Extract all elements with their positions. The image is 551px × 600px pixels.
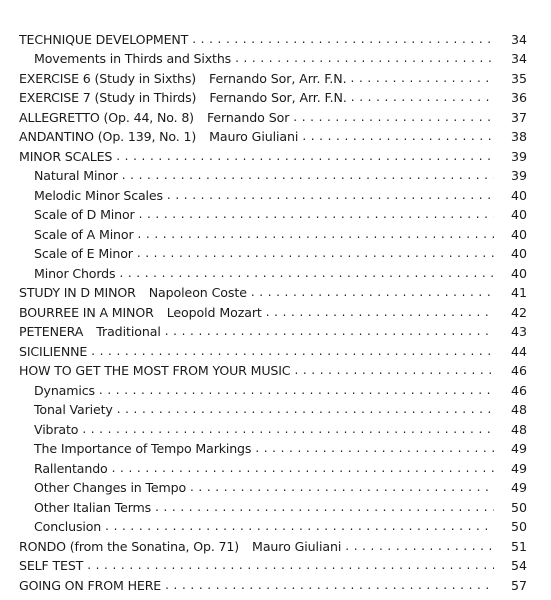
dot-leader <box>112 461 494 476</box>
toc-entry-title: EXERCISE 6 (Study in Sixths) <box>19 70 197 86</box>
toc-entry-title: SELF TEST <box>19 558 84 573</box>
toc-entry-title: Minor Chords <box>34 265 116 281</box>
toc-entry-page-number: 39 <box>510 168 527 183</box>
toc-subentry[interactable] <box>0 222 551 242</box>
toc-entry-title: Dynamics <box>34 382 95 398</box>
toc-entry-author: Napoleon Coste <box>148 285 247 300</box>
dot-leader <box>345 539 494 554</box>
toc-entry-title: Other Changes in Tempo <box>34 480 186 495</box>
toc-entry-page-number: 38 <box>510 129 527 144</box>
toc-entry-line <box>0 558 498 573</box>
toc-entry-title: BOURREE IN A MINOR <box>19 304 154 320</box>
toc-entry-page-number: 40 <box>510 226 527 242</box>
dot-leader <box>266 305 494 320</box>
toc-entry-line <box>0 188 498 203</box>
toc-entry[interactable] <box>0 534 551 554</box>
dot-leader <box>105 519 494 534</box>
toc-entry-page-number: 49 <box>510 480 527 495</box>
toc-entry-title: ANDANTINO (Op. 139, No. 1) <box>19 129 197 144</box>
toc-entry-page-number: 54 <box>510 558 527 573</box>
dot-leader <box>165 578 494 593</box>
toc-subentry[interactable] <box>0 476 551 496</box>
toc-subentry[interactable] <box>0 261 551 281</box>
dot-leader <box>82 422 494 437</box>
toc-entry-line <box>0 441 498 456</box>
toc-entry-page-number: 41 <box>510 285 527 300</box>
toc-entry-title: Tonal Variety <box>34 402 113 417</box>
dot-leader <box>167 188 494 203</box>
toc-subentry[interactable] <box>0 47 551 67</box>
toc-entry[interactable] <box>0 86 551 106</box>
toc-entry-page-number: 48 <box>510 421 527 437</box>
toc-entry-title: Scale of E Minor <box>34 246 133 261</box>
toc-entry-title: TECHNIQUE DEVELOPMENT <box>19 31 189 47</box>
toc-entry-page-number: 50 <box>510 499 527 515</box>
dot-leader <box>119 266 494 281</box>
toc-subentry[interactable] <box>0 164 551 184</box>
toc-entry-title: STUDY IN D MINOR <box>19 285 136 300</box>
toc-entry-page-number: 46 <box>510 363 527 378</box>
dot-leader <box>165 324 494 339</box>
toc-entry-page-number: 37 <box>510 109 527 125</box>
toc-entry-page-number: 49 <box>510 441 527 456</box>
toc-entry-page-number: 51 <box>510 538 527 554</box>
dot-leader <box>235 51 494 66</box>
toc-entry[interactable] <box>0 573 551 593</box>
toc-subentry[interactable] <box>0 437 551 457</box>
dot-leader <box>255 441 494 456</box>
toc-entry-title: EXERCISE 7 (Study in Thirds) <box>19 90 197 105</box>
dot-leader <box>137 246 494 261</box>
dot-leader <box>293 110 494 125</box>
dot-leader <box>190 480 494 495</box>
toc-entry[interactable] <box>0 300 551 320</box>
toc-entry-page-number: 44 <box>510 343 527 359</box>
toc-entry-line <box>0 266 498 281</box>
toc-entry-page-number: 50 <box>510 519 527 534</box>
toc-entry-title: Natural Minor <box>34 168 118 183</box>
toc-entry-title: Other Italian Terms <box>34 499 152 515</box>
toc-entry-title: GOING ON FROM HERE <box>19 577 162 593</box>
toc-entry-page-number: 40 <box>510 265 527 281</box>
toc-entry[interactable] <box>0 339 551 359</box>
toc-entry-line <box>0 168 498 183</box>
toc-entry-line <box>0 207 498 222</box>
toc-subentry[interactable] <box>0 456 551 476</box>
toc-entry[interactable] <box>0 66 551 86</box>
toc-entry-title: Scale of D Minor <box>34 207 135 222</box>
toc-entry-page-number: 39 <box>510 148 527 164</box>
table-of-contents <box>0 27 551 593</box>
toc-entry[interactable] <box>0 105 551 125</box>
toc-entry-title: Scale of A Minor <box>34 226 134 242</box>
toc-entry-line <box>0 500 498 515</box>
toc-entry-page-number: 48 <box>510 402 527 417</box>
dot-leader <box>251 285 494 300</box>
dot-leader <box>116 149 494 164</box>
toc-entry-line <box>0 149 498 164</box>
toc-entry[interactable] <box>0 554 551 574</box>
toc-entry-page-number: 46 <box>510 382 527 398</box>
toc-entry-page-number: 42 <box>510 304 527 320</box>
toc-entry-author: Mauro Giuliani <box>209 129 299 144</box>
toc-subentry[interactable] <box>0 417 551 437</box>
dot-leader <box>122 168 494 183</box>
dot-leader <box>87 558 494 573</box>
toc-entry-line <box>0 363 498 378</box>
dot-leader <box>351 71 494 86</box>
toc-entry-author: Fernando Sor, Arr. F.N. <box>209 70 347 86</box>
toc-subentry[interactable] <box>0 398 551 418</box>
toc-entry[interactable] <box>0 281 551 301</box>
toc-entry-title: PETENERA <box>19 324 84 339</box>
toc-entry-author: Traditional <box>96 324 161 339</box>
toc-entry-line <box>0 32 498 47</box>
toc-entry[interactable] <box>0 27 551 47</box>
toc-entry-title: Movements in Thirds and Sixths <box>34 51 232 66</box>
toc-entry-line <box>0 344 498 359</box>
toc-entry-page-number: 40 <box>510 187 527 203</box>
dot-leader <box>137 227 494 242</box>
toc-entry-title: Conclusion <box>34 519 102 534</box>
toc-entry-line <box>0 422 498 437</box>
toc-subentry[interactable] <box>0 378 551 398</box>
dot-leader <box>351 90 494 105</box>
toc-entry-page-number: 40 <box>510 207 527 222</box>
toc-entry-line <box>0 519 498 534</box>
toc-entry-line <box>0 285 498 300</box>
toc-entry-title: ALLEGRETTO (Op. 44, No. 8) <box>19 109 194 125</box>
toc-entry-line <box>0 227 498 242</box>
dot-leader <box>302 129 494 144</box>
toc-entry-page-number: 34 <box>510 51 527 66</box>
toc-entry-line <box>0 480 498 495</box>
dot-leader <box>192 32 494 47</box>
toc-entry-page-number: 36 <box>510 90 527 105</box>
toc-entry-title: Melodic Minor Scales <box>34 187 163 203</box>
toc-entry-title: SICILIENNE <box>19 343 88 359</box>
toc-entry-line <box>0 402 498 417</box>
toc-entry[interactable] <box>0 144 551 164</box>
toc-entry-line <box>0 578 498 593</box>
toc-entry[interactable] <box>0 125 551 145</box>
toc-entry-line <box>0 90 498 105</box>
toc-entry-line <box>0 129 498 144</box>
toc-entry-page-number: 40 <box>510 246 527 261</box>
dot-leader <box>139 207 494 222</box>
toc-entry-line <box>0 51 498 66</box>
toc-entry-page-number: 49 <box>510 460 527 476</box>
toc-entry-title: MINOR SCALES <box>19 148 113 164</box>
toc-entry-title: HOW TO GET THE MOST FROM YOUR MUSIC <box>19 363 291 378</box>
toc-entry-page-number: 35 <box>510 70 527 86</box>
toc-entry-page-number: 57 <box>510 577 527 593</box>
dot-leader <box>91 344 494 359</box>
toc-subentry[interactable] <box>0 515 551 535</box>
toc-entry-line <box>0 383 498 398</box>
toc-entry-author: Mauro Giuliani <box>252 538 342 554</box>
toc-entry-line <box>0 305 498 320</box>
toc-subentry[interactable] <box>0 495 551 515</box>
toc-entry-line <box>0 324 498 339</box>
toc-subentry[interactable] <box>0 183 551 203</box>
toc-entry-page-number: 34 <box>510 31 527 47</box>
toc-entry-title: Vibrato <box>34 421 79 437</box>
toc-entry-line <box>0 539 498 554</box>
toc-subentry[interactable] <box>0 242 551 262</box>
dot-leader <box>99 383 494 398</box>
toc-entry-page-number: 43 <box>510 324 527 339</box>
toc-entry[interactable] <box>0 359 551 379</box>
toc-entry[interactable] <box>0 320 551 340</box>
dot-leader <box>294 363 494 378</box>
toc-entry-line <box>0 461 498 476</box>
toc-entry-title: RONDO (from the Sonatina, Op. 71) <box>19 538 240 554</box>
toc-entry-line <box>0 110 498 125</box>
toc-entry-author: Fernando Sor <box>206 109 290 125</box>
toc-entry-title: Rallentando <box>34 460 108 476</box>
dot-leader <box>117 402 494 417</box>
toc-entry-line <box>0 246 498 261</box>
toc-entry-line <box>0 71 498 86</box>
toc-subentry[interactable] <box>0 203 551 223</box>
toc-entry-title: The Importance of Tempo Markings <box>34 441 252 456</box>
toc-entry-author: Fernando Sor, Arr. F.N. <box>209 90 347 105</box>
dot-leader <box>155 500 494 515</box>
toc-entry-author: Leopold Mozart <box>166 304 262 320</box>
